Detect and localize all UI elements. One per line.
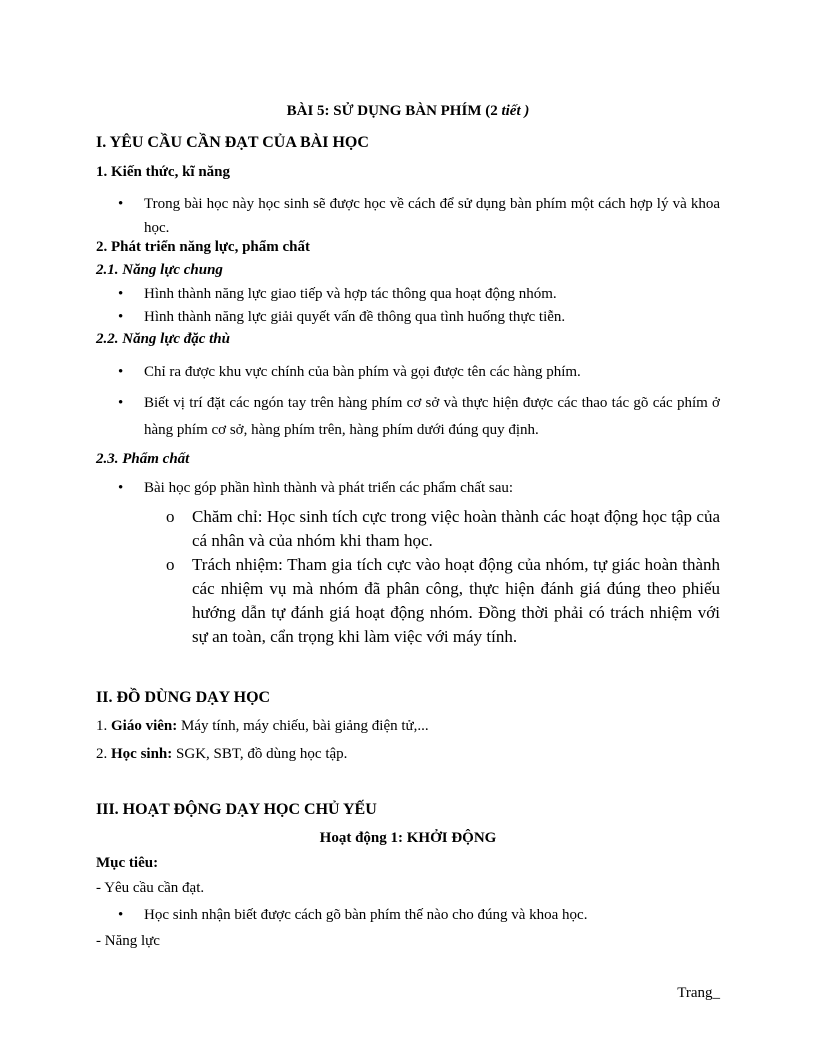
sub-list-item: o Chăm chỉ: Học sinh tích cực trong việc hoàn thành các hoạt động học tập của cá nhân và của nhóm khi tham học. [166,507,720,550]
list-item: • Trong bài học này học sinh sẽ được học về cách để sử dụng bàn phím một cách hợp lý và khoa học. [118,192,720,240]
ability-line: - Năng lực [96,933,160,949]
list-item: • Hình thành năng lực giao tiếp và hợp tác thông qua hoạt động nhóm. [118,286,720,303]
lesson-title: BÀI 5: SỬ DỤNG BÀN PHÍM (2 tiết ) [286,103,530,119]
subsection-2-3-heading: 2.3. Phẩm chất [96,451,190,467]
section-2-heading: II. ĐỒ DÙNG DẠY HỌC [96,689,271,706]
subsection-1-heading: 1. Kiến thức, kĩ năng [96,164,231,180]
student-line: 2. Học sinh: SGK, SBT, đồ dùng học tập. [96,746,348,762]
list-item: • Chỉ ra được khu vực chính của bàn phím và gọi được tên các hàng phím. [118,364,720,381]
goal-heading: Mục tiêu: [96,855,159,871]
list-item: • Biết vị trí đặt các ngón tay trên hàng phím cơ sở và thực hiện được các thao tác gõ các phím ở hàng phím cơ sở, hàng phím trên, hàng phím dưới đúng quy định. [118,390,720,444]
page-number: Trang_ [677,985,720,1001]
list-item: • Học sinh nhận biết được cách gõ bàn phím thế nào cho đúng và khoa học. [118,907,720,924]
subsection-2-2-heading: 2.2. Năng lực đặc thù [96,331,230,347]
activity-heading: Hoạt động 1: KHỞI ĐỘNG [319,830,497,846]
sub-list-item: o Trách nhiệm: Tham gia tích cực vào hoạt động của nhóm, tự giác hoàn thành các nhiệm vụ mà nhóm đã phân công, thực hiện đánh giá đúng theo phiếu hướng dẫn tự đánh giá hoạt động nhóm. Đồng thời phải có trách nhiệm với sự an toàn, cẩn trọng khi làm việc với máy tính. [166,555,720,646]
list-item: • Hình thành năng lực giải quyết vấn đề thông qua tình huống thực tiễn. [118,309,720,326]
list-item: • Bài học góp phần hình thành và phát triển các phẩm chất sau: [118,480,720,497]
subsection-2-heading: 2. Phát triển năng lực, phẩm chất [96,239,311,255]
teacher-line: 1. Giáo viên: Máy tính, máy chiếu, bài giảng điện tử,... [96,718,429,734]
subsection-2-1-heading: 2.1. Năng lực chung [96,262,223,278]
section-1-heading: I. YÊU CẦU CẦN ĐẠT CỦA BÀI HỌC [96,134,369,151]
section-3-heading: III. HOẠT ĐỘNG DẠY HỌC CHỦ YẾU [96,801,377,818]
requirement-line: - Yêu cầu cần đạt. [96,880,205,896]
